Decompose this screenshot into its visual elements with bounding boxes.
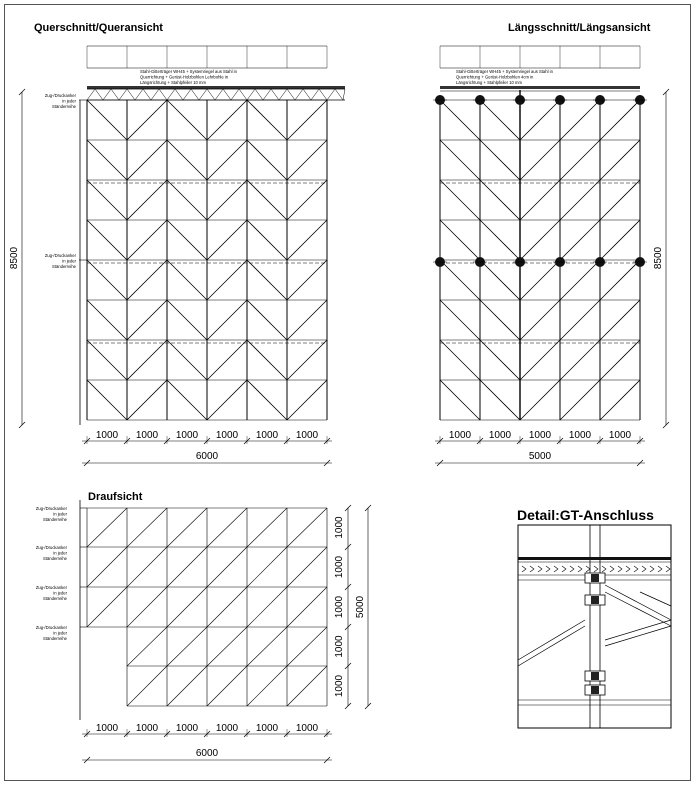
total-dimension-label: 6000 [195,748,219,759]
span-dimension-label: 1000 [528,430,552,441]
diagonal-brace [605,626,671,646]
clamp-bolt [591,672,599,680]
anchor-label: Ständerreihe [43,517,67,522]
annotation-note: Stahl-Gitterträger WH45 + Systemriegel aus Stahl in [456,69,553,74]
side-span-label: 1000 [334,516,345,539]
timber-hatch [594,566,598,572]
anchor-label: in jeder [62,98,76,104]
timber-hatch [658,566,662,572]
span-dimension-label: 1000 [608,430,632,441]
anchor-label: Zug-/Druckanker [35,506,67,511]
anchor-label: Zug-/Druckanker [44,93,76,98]
timber-hatch [586,566,590,572]
span-dimension-label: 1000 [295,723,319,734]
span-dimension-label: 1000 [255,723,279,734]
anchor-label: Ständerreihe [43,636,67,641]
anchor-label: in jeder [53,590,67,596]
span-dimension-label: 1000 [175,430,199,441]
detail-title: Detail:GT-Anschluss [517,507,654,523]
anchor-label: in jeder [62,258,76,264]
timber-hatch [562,566,566,572]
truss-web [605,585,671,620]
annotation-note: Querrichtung + Gerüst-Holzbohlen 4cm in [456,74,534,80]
anchor-label: Ständerreihe [43,556,67,561]
span-dimension-label: 1000 [448,430,472,441]
timber-hatch [618,566,622,572]
anchor-label: in jeder [53,511,67,517]
timber-hatch [642,566,646,572]
total-dimension-label: 5000 [528,451,552,462]
side-span-label: 1000 [334,635,345,658]
annotation-note: Längsrichtung + Stahlpfeiler 10 mm [456,80,522,85]
detail-frame [518,525,671,728]
span-dimension-label: 1000 [175,723,199,734]
timber-hatch [626,566,630,572]
timber-hatch [610,566,614,572]
timber-hatch [522,566,526,572]
anchor-label: Zug-/Druckanker [35,545,67,550]
total-dimension-label: 6000 [195,451,219,462]
side-span-label: 1000 [334,595,345,619]
diagonal-brace [605,620,671,640]
diagonal-brace [518,620,585,660]
span-dimension-label: 1000 [215,430,239,441]
plan-view-title: Draufsicht [88,491,143,503]
clamp-bolt [591,686,599,694]
timber-hatch [546,566,550,572]
span-dimension-label: 1000 [215,723,239,734]
timber-hatch [554,566,558,572]
anchor-label: Zug-/Druckanker [44,253,76,258]
truss-web [605,592,671,626]
height-dimension-label: 8500 [9,246,20,270]
height-dimension-label: 8500 [653,246,664,270]
span-dimension-label: 1000 [95,723,119,734]
timber-hatch [666,566,670,572]
span-dimension-label: 1000 [95,430,119,441]
longitudinal-section-title: Längsschnitt/Längsansicht [508,22,651,34]
clamp-bolt [591,574,599,582]
timber-hatch [570,566,574,572]
span-dimension-label: 1000 [295,430,319,441]
clamp-bolt [591,596,599,604]
timber-hatch [602,566,606,572]
anchor-label: Zug-/Druckanker [35,585,67,590]
anchor-label: Ständerreihe [52,104,76,109]
cross-section-title: Querschnitt/Queransicht [34,22,163,34]
truss-web [640,592,671,606]
span-dimension-label: 1000 [568,430,592,441]
timber-hatch [578,566,582,572]
anchor-label: Zug-/Druckanker [35,625,67,630]
deck-board [518,557,671,560]
diagonal-brace [518,626,585,666]
annotation-note: Querrichtung + Gerüst-Holzbohlen Lehrbohle in [140,74,229,80]
span-dimension-label: 1000 [135,430,159,441]
annotation-note: Stahl-Gitterträger WH45 + Systemriegel aus Stahl in [140,69,237,74]
span-dimension-label: 1000 [255,430,279,441]
span-dimension-label: 1000 [135,723,159,734]
anchor-label: in jeder [53,550,67,556]
anchor-label: Ständerreihe [52,264,76,269]
anchor-label: Ständerreihe [43,596,67,601]
timber-hatch [634,566,638,572]
timber-hatch [530,566,534,572]
side-span-label: 1000 [334,555,345,579]
span-dimension-label: 1000 [488,430,512,441]
anchor-label: in jeder [53,630,67,636]
timber-hatch [538,566,542,572]
side-total-label: 5000 [355,595,366,619]
annotation-note: Längsrichtung + Stahlpfeiler 10 mm [140,80,206,85]
side-span-label: 1000 [334,674,345,698]
timber-hatch [650,566,654,572]
